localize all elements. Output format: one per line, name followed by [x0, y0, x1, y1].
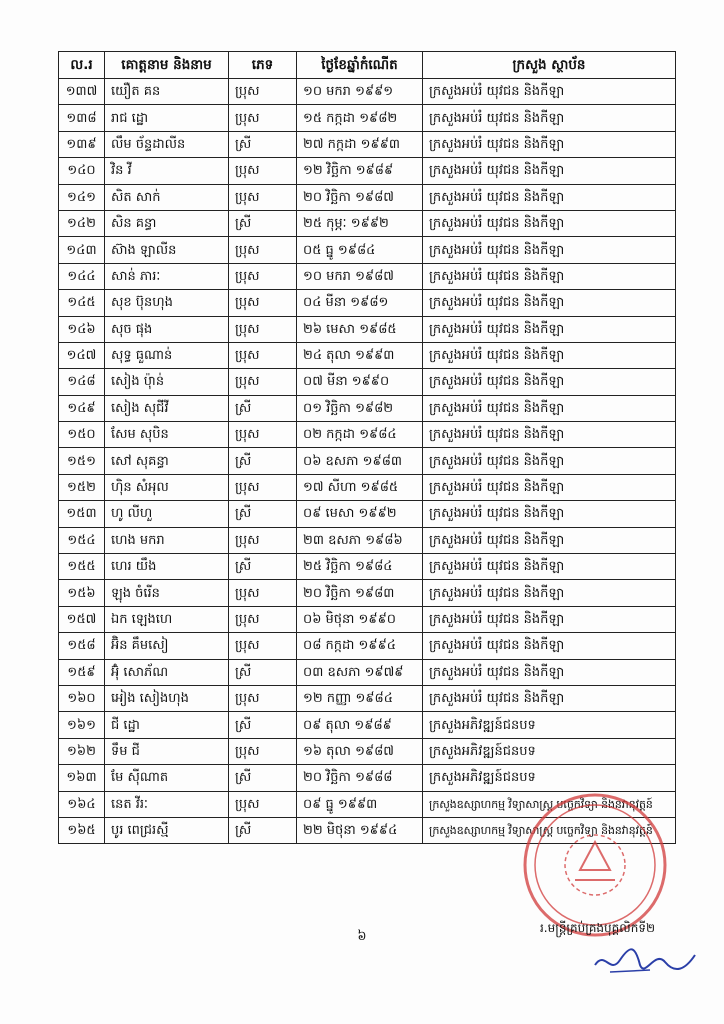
row-number: ១៣៩ [59, 131, 105, 157]
table-row [59, 765, 676, 791]
row-dob: ០៧ មីនា ១៩៩០ [297, 369, 423, 395]
row-sex: ប្រុស [229, 685, 297, 711]
row-name: ជី ដ្ឋោ [105, 712, 229, 738]
header-no: ល.រ [59, 52, 105, 79]
row-ministry: ក្រសួងអប់រំ យុវជន និងកីឡា [423, 501, 676, 527]
table-row [59, 448, 676, 474]
row-sex: ប្រុស [229, 158, 297, 184]
row-sex: ប្រុស [229, 606, 297, 632]
row-dob: ០២ កក្កដា ១៩៨៤ [297, 422, 423, 448]
row-dob: ២០ វិច្ឆិកា ១៩៨៨ [297, 765, 423, 791]
row-sex: ប្រុស [229, 738, 297, 764]
row-dob: ០៦ ឧសភា ១៩៨៣ [297, 448, 423, 474]
header-dob: ថ្ងៃខែឆ្នាំកំណើត [297, 52, 423, 79]
row-name: សិត សាក់ [105, 184, 229, 210]
row-sex: ប្រុស [229, 237, 297, 263]
row-name: អៀង សៀងហុង [105, 685, 229, 711]
row-sex: ប្រុស [229, 290, 297, 316]
row-dob: ២៣ ឧសភា ១៩៨៦ [297, 527, 423, 553]
row-number: ១៤៩ [59, 395, 105, 421]
row-dob: ១៥ កក្កដា ១៩៨២ [297, 105, 423, 131]
table-row [59, 158, 676, 184]
page-number: ៦ [357, 929, 367, 944]
row-ministry: ក្រសួងឧស្សាហកម្ម វិទ្យាសាស្ត្រ បច្ចេកវិទ្យា និងនវានុវត្តន៍ [423, 791, 676, 817]
row-name: សុទ្ធ ធួណាន់ [105, 342, 229, 368]
row-name: នេត វីរៈ [105, 791, 229, 817]
row-sex: ស្រី [229, 712, 297, 738]
row-dob: ០៤ មីនា ១៩៨១ [297, 290, 423, 316]
row-ministry: ក្រសួងអប់រំ យុវជន និងកីឡា [423, 580, 676, 606]
row-sex: ស្រី [229, 448, 297, 474]
row-sex: ស្រី [229, 554, 297, 580]
row-dob: ២០ វិច្ឆិកា ១៩៨៣ [297, 580, 423, 606]
row-dob: ០៩ ធ្នូ ១៩៩៣ [297, 791, 423, 817]
table-row [59, 738, 676, 764]
row-sex: ស្រី [229, 395, 297, 421]
row-ministry: ក្រសួងអប់រំ យុវជន និងកីឡា [423, 659, 676, 685]
row-name: ហេង មករា [105, 527, 229, 553]
row-ministry: ក្រសួងអប់រំ យុវជន និងកីឡា [423, 474, 676, 500]
row-ministry: ក្រសួងអប់រំ យុវជន និងកីឡា [423, 263, 676, 289]
table-row [59, 633, 676, 659]
row-dob: ២៧ កក្កដា ១៩៩៣ [297, 131, 423, 157]
table-row [59, 712, 676, 738]
row-dob: ០៩ មេសា ១៩៩២ [297, 501, 423, 527]
table-row [59, 316, 676, 342]
official-seal-stamp [520, 790, 670, 940]
table-row [59, 580, 676, 606]
table-row [59, 131, 676, 157]
roster-body [59, 79, 676, 844]
header-row [59, 52, 676, 79]
row-sex: ស្រី [229, 131, 297, 157]
row-ministry: ក្រសួងអប់រំ យុវជន និងកីឡា [423, 448, 676, 474]
table-row [59, 263, 676, 289]
row-sex: ប្រុស [229, 474, 297, 500]
row-sex: ស្រី [229, 765, 297, 791]
header-ministry: ក្រសួង ស្ថាប័ន [423, 52, 676, 79]
row-ministry: ក្រសួងអភិវឌ្ឍន៍ជនបទ [423, 765, 676, 791]
row-ministry: ក្រសួងអប់រំ យុវជន និងកីឡា [423, 105, 676, 131]
row-name: រាជ ដ្ឋោ [105, 105, 229, 131]
row-number: ១៦២ [59, 738, 105, 764]
row-ministry: ក្រសួងអប់រំ យុវជន និងកីឡា [423, 342, 676, 368]
row-ministry: ក្រសួងឧស្សាហកម្ម វិទ្យាសាស្ត្រ បច្ចេកវិទ្យា និងនវានុវត្តន៍ [423, 817, 676, 843]
row-name: ស៊ាង ឡាលីន [105, 237, 229, 263]
row-sex: ស្រី [229, 210, 297, 236]
row-name: សុច ផុង [105, 316, 229, 342]
row-number: ១៥៩ [59, 659, 105, 685]
row-number: ១៤៦ [59, 316, 105, 342]
row-ministry: ក្រសួងអប់រំ យុវជន និងកីឡា [423, 685, 676, 711]
row-dob: ០៨ កក្កដា ១៩៩៤ [297, 633, 423, 659]
row-ministry: ក្រសួងអប់រំ យុវជន និងកីឡា [423, 422, 676, 448]
row-number: ១៥៤ [59, 527, 105, 553]
row-dob: ០៩ តុលា ១៩៨៩ [297, 712, 423, 738]
row-name: សុខ ប៊ុនហុង [105, 290, 229, 316]
table-row [59, 501, 676, 527]
row-number: ១៥៥ [59, 554, 105, 580]
header-sex: ភេទ [229, 52, 297, 79]
row-sex: ស្រី [229, 501, 297, 527]
row-number: ១៥៦ [59, 580, 105, 606]
row-sex: ប្រុស [229, 316, 297, 342]
row-sex: ប្រុស [229, 263, 297, 289]
row-name: សិន គន្ធា [105, 210, 229, 236]
row-name: សាន់ ភារៈ [105, 263, 229, 289]
row-ministry: ក្រសួងអប់រំ យុវជន និងកីឡា [423, 633, 676, 659]
table-row [59, 290, 676, 316]
row-sex: ប្រុស [229, 633, 297, 659]
row-ministry: ក្រសួងអភិវឌ្ឍន៍ជនបទ [423, 712, 676, 738]
row-number: ១៤៨ [59, 369, 105, 395]
row-ministry: ក្រសួងអប់រំ យុវជន និងកីឡា [423, 554, 676, 580]
row-number: ១៣៨ [59, 105, 105, 131]
table-row [59, 554, 676, 580]
row-dob: ១២ កញ្ញា ១៩៨៤ [297, 685, 423, 711]
row-number: ១៤២ [59, 210, 105, 236]
row-number: ១៥៧ [59, 606, 105, 632]
table-row [59, 422, 676, 448]
row-number: ១៥៣ [59, 501, 105, 527]
row-ministry: ក្រសួងអប់រំ យុវជន និងកីឡា [423, 527, 676, 553]
row-name: ទឹម ជី [105, 738, 229, 764]
row-name: សៀង សុជីវី [105, 395, 229, 421]
row-dob: ២៤ តុលា ១៩៩៣ [297, 342, 423, 368]
row-dob: ០៦ មិថុនា ១៩៩០ [297, 606, 423, 632]
row-sex: ស្រី [229, 817, 297, 843]
row-sex: ប្រុស [229, 184, 297, 210]
row-sex: ប្រុស [229, 791, 297, 817]
row-name: សៅ សុគន្ធា [105, 448, 229, 474]
row-number: ១៤៥ [59, 290, 105, 316]
row-number: ១៦៣ [59, 765, 105, 791]
row-number: ១៦៥ [59, 817, 105, 843]
table-row [59, 474, 676, 500]
row-ministry: ក្រសួងអប់រំ យុវជន និងកីឡា [423, 131, 676, 157]
row-name: អ៊ិន គឹមសៀ [105, 633, 229, 659]
table-row [59, 527, 676, 553]
row-name: លឹម ច័ន្ទដាលីន [105, 131, 229, 157]
row-number: ១៤៣ [59, 237, 105, 263]
table-row [59, 79, 676, 105]
row-name: សែម សុបិន [105, 422, 229, 448]
row-ministry: ក្រសួងអប់រំ យុវជន និងកីឡា [423, 316, 676, 342]
table-row [59, 105, 676, 131]
table-row [59, 210, 676, 236]
row-number: ១៦៤ [59, 791, 105, 817]
header-name: គោត្តនាម និងនាម [105, 52, 229, 79]
row-ministry: ក្រសួងអភិវឌ្ឍន៍ជនបទ [423, 738, 676, 764]
row-dob: ២៥ វិច្ឆិកា ១៩៨៤ [297, 554, 423, 580]
row-dob: ២២ មិថុនា ១៩៩៤ [297, 817, 423, 843]
table-row [59, 395, 676, 421]
row-sex: ប្រុស [229, 79, 297, 105]
row-dob: ១៦ តុលា ១៩៨៧ [297, 738, 423, 764]
staff-roster-table [58, 51, 676, 844]
row-name: អ៊ុំ សោភ័ណ [105, 659, 229, 685]
row-dob: ២០ វិច្ឆិកា ១៩៨៧ [297, 184, 423, 210]
row-name: ឯក ឡេងហេ [105, 606, 229, 632]
row-ministry: ក្រសួងអប់រំ យុវជន និងកីឡា [423, 395, 676, 421]
row-name: ឡុង ចំរើន [105, 580, 229, 606]
row-number: ១៦១ [59, 712, 105, 738]
row-name: មែ ស៊ីណាត [105, 765, 229, 791]
table-row [59, 659, 676, 685]
table-row [59, 237, 676, 263]
row-number: ១៦០ [59, 685, 105, 711]
row-ministry: ក្រសួងអប់រំ យុវជន និងកីឡា [423, 290, 676, 316]
row-sex: ប្រុស [229, 342, 297, 368]
row-dob: ១០ មករា ១៩៩១ [297, 79, 423, 105]
row-number: ១៣៧ [59, 79, 105, 105]
row-ministry: ក្រសួងអប់រំ យុវជន និងកីឡា [423, 210, 676, 236]
row-sex: ប្រុស [229, 527, 297, 553]
row-name: បូរ ពេជ្ររស្មី [105, 817, 229, 843]
row-dob: ០១ វិច្ឆិកា ១៩៨២ [297, 395, 423, 421]
row-number: ១៤៧ [59, 342, 105, 368]
row-number: ១៥០ [59, 422, 105, 448]
table-row [59, 606, 676, 632]
row-number: ១៤១ [59, 184, 105, 210]
row-dob: ១០ មករា ១៩៨៧ [297, 263, 423, 289]
row-name: យឿត គន [105, 79, 229, 105]
row-dob: ០៥ ធ្នូ ១៩៨៤ [297, 237, 423, 263]
table-row [59, 342, 676, 368]
row-number: ១៥២ [59, 474, 105, 500]
row-sex: ប្រុស [229, 105, 297, 131]
row-sex: ប្រុស [229, 580, 297, 606]
row-ministry: ក្រសួងអប់រំ យុវជន និងកីឡា [423, 237, 676, 263]
row-sex: ប្រុស [229, 422, 297, 448]
row-sex: ស្រី [229, 659, 297, 685]
table-row [59, 184, 676, 210]
row-name: ហ៊ិន សំអុល [105, 474, 229, 500]
row-dob: ២៦ មេសា ១៩៨៥ [297, 316, 423, 342]
row-name: សៀង ប៉ុាន់ [105, 369, 229, 395]
row-number: ១៥១ [59, 448, 105, 474]
row-ministry: ក្រសួងអប់រំ យុវជន និងកីឡា [423, 79, 676, 105]
row-name: ហេរ យឹង [105, 554, 229, 580]
row-ministry: ក្រសួងអប់រំ យុវជន និងកីឡា [423, 158, 676, 184]
row-ministry: ក្រសួងអប់រំ យុវជន និងកីឡា [423, 184, 676, 210]
signature-note: រ.មន្ត្រីគ្រប់គ្រងបុគ្គលិកទី២ [540, 921, 656, 935]
table-row [59, 369, 676, 395]
row-dob: ០៣ ឧសភា ១៩៧៩ [297, 659, 423, 685]
row-ministry: ក្រសួងអប់រំ យុវជន និងកីឡា [423, 606, 676, 632]
row-dob: ១២ វិច្ឆិកា ១៩៨៩ [297, 158, 423, 184]
row-sex: ប្រុស [229, 369, 297, 395]
row-number: ១៤៤ [59, 263, 105, 289]
row-name: ហូ លីហួ [105, 501, 229, 527]
row-name: វិន វី [105, 158, 229, 184]
row-dob: ២៥ កុម្ភៈ ១៩៩២ [297, 210, 423, 236]
table-row [59, 685, 676, 711]
row-number: ១៥៨ [59, 633, 105, 659]
row-dob: ១៧ សីហា ១៩៨៥ [297, 474, 423, 500]
row-number: ១៤០ [59, 158, 105, 184]
row-ministry: ក្រសួងអប់រំ យុវជន និងកីឡា [423, 369, 676, 395]
